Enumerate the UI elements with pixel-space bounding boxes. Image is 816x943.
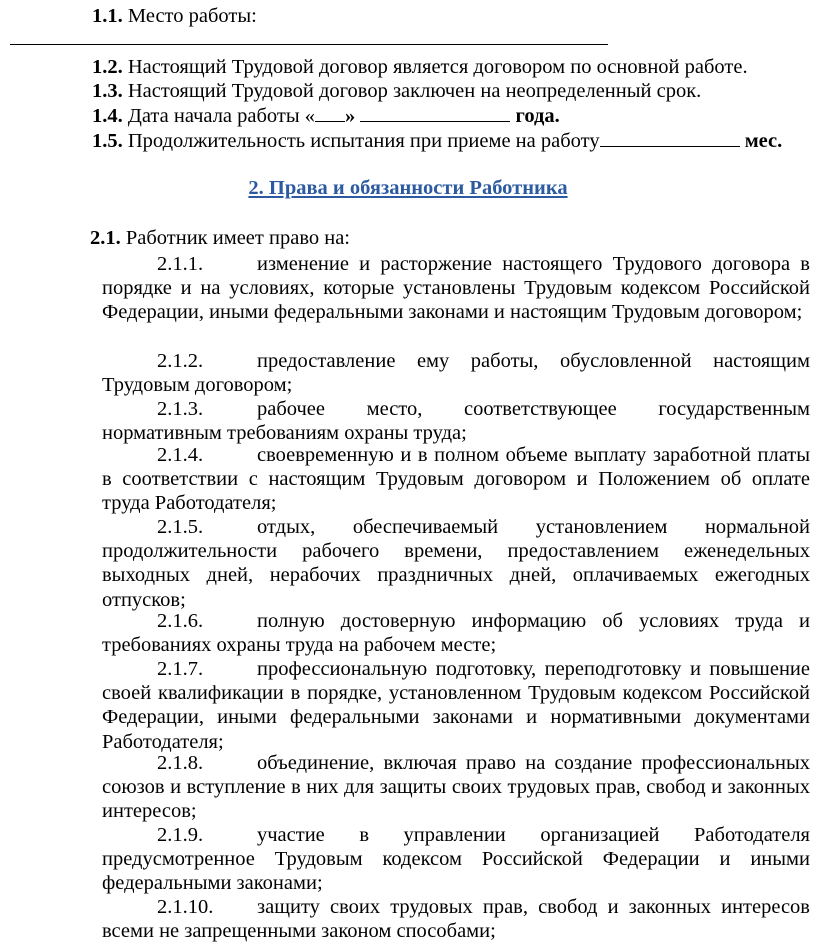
clause-1-3 [92, 79, 701, 103]
subclause-text: профессиональную подготовку, переподготовку и повышение своей квалификации в порядке, установленном Трудовым кодексом Российской Федерации, иными федеральными законами и нормативными документами Работодателя; [102, 658, 810, 753]
subclause-2-1-6 [102, 609, 810, 657]
subclause-text: предоставление ему работы, обусловленной настоящим Трудовым договором; [102, 350, 810, 397]
workplace-blank-line[interactable] [10, 44, 608, 45]
clause-text: Продолжительность испытания при приеме на работу [127, 130, 600, 152]
subclause-number: 2.1.3. [157, 398, 204, 420]
subclause-text: изменение и расторжение настоящего Трудового договора в порядке и на условиях, которые установлены Трудовым кодексом Российской Федерации, иными федеральными законами и настоящим Трудовым договором; [102, 253, 810, 324]
subclause-number: 2.1.6. [157, 610, 204, 632]
clause-2-1 [90, 226, 350, 250]
subclause-2-1-2 [102, 349, 810, 397]
subclause-number: 2.1.10. [157, 896, 214, 918]
subclause-number: 2.1.8. [157, 752, 204, 774]
clause-number: 1.2. [92, 56, 123, 78]
subclause-2-1-5 [102, 515, 810, 612]
unit-label: мес. [744, 130, 783, 152]
subclause-number: 2.1.7. [157, 658, 204, 680]
subclause-text: рабочее место, соответствующее государственным нормативным требованиям охраны труда; [102, 398, 810, 445]
subclause-number: 2.1.4. [157, 444, 204, 466]
subclause-2-1-3 [102, 397, 810, 445]
clause-text: Настоящий Трудовой договор является договором по основной работе. [127, 56, 748, 78]
subclause-text: участие в управлении организацией Работодателя предусмотренное Трудовым кодексом Российской Федерации и иными федеральными законами; [102, 824, 810, 895]
clause-text: Дата начала работы « [127, 105, 316, 127]
clause-text: Работник имеет право на: [125, 227, 350, 249]
subclause-number: 2.1.9. [157, 824, 204, 846]
subclause-text: отдых, обеспечиваемый установлением нормальной продолжительности рабочего времени, предоставлением еженедельных выходных дней, нерабочих праздничных дней, оплачиваемых ежегодных отпусков; [102, 516, 810, 611]
day-blank[interactable] [315, 103, 345, 122]
clause-number: 1.3. [92, 80, 123, 102]
subclause-number: 2.1.1. [157, 253, 204, 275]
subclause-2-1-4 [102, 443, 810, 516]
clause-number: 1.4. [92, 105, 123, 127]
probation-blank[interactable] [600, 128, 740, 147]
clause-text: Место работы: [127, 5, 257, 27]
subclause-2-1-10 [102, 895, 810, 943]
clause-number: 1.1. [92, 5, 123, 27]
subclause-text: полную достоверную информацию об условиях труда и требованиях охраны труда на рабочем месте; [102, 610, 810, 657]
subclause-2-1-7 [102, 657, 810, 754]
clause-number: 2.1. [90, 227, 121, 249]
subclause-number: 2.1.2. [157, 350, 204, 372]
clause-1-4 [92, 103, 560, 128]
subclause-2-1-9 [102, 823, 810, 896]
clause-1-2 [92, 55, 748, 79]
subclause-2-1-1 [102, 252, 810, 325]
clause-1-5 [92, 128, 782, 153]
quote-close: » [345, 105, 356, 127]
section-2-heading[interactable]: 2. Права и обязанности Работника [248, 177, 568, 199]
subclause-text: своевременную и в полном объеме выплату заработной платы в соответствии с настоящим Трудовым договором и Положением об оплате труда Работодателя; [102, 444, 810, 515]
clause-number: 1.5. [92, 130, 123, 152]
subclause-text: защиту своих трудовых прав, свобод и законных интересов всеми не запрещенными законом способами; [102, 896, 810, 943]
clause-1-1 [92, 4, 257, 28]
subclause-number: 2.1.5. [157, 516, 204, 538]
year-label: года. [515, 105, 560, 127]
month-blank[interactable] [360, 103, 510, 122]
subclause-text: объединение, включая право на создание профессиональных союзов и вступление в них для защиты своих трудовых прав, свобод и законных интересов; [102, 752, 810, 823]
clause-text: Настоящий Трудовой договор заключен на неопределенный срок. [127, 80, 702, 102]
subclause-2-1-8 [102, 751, 810, 824]
